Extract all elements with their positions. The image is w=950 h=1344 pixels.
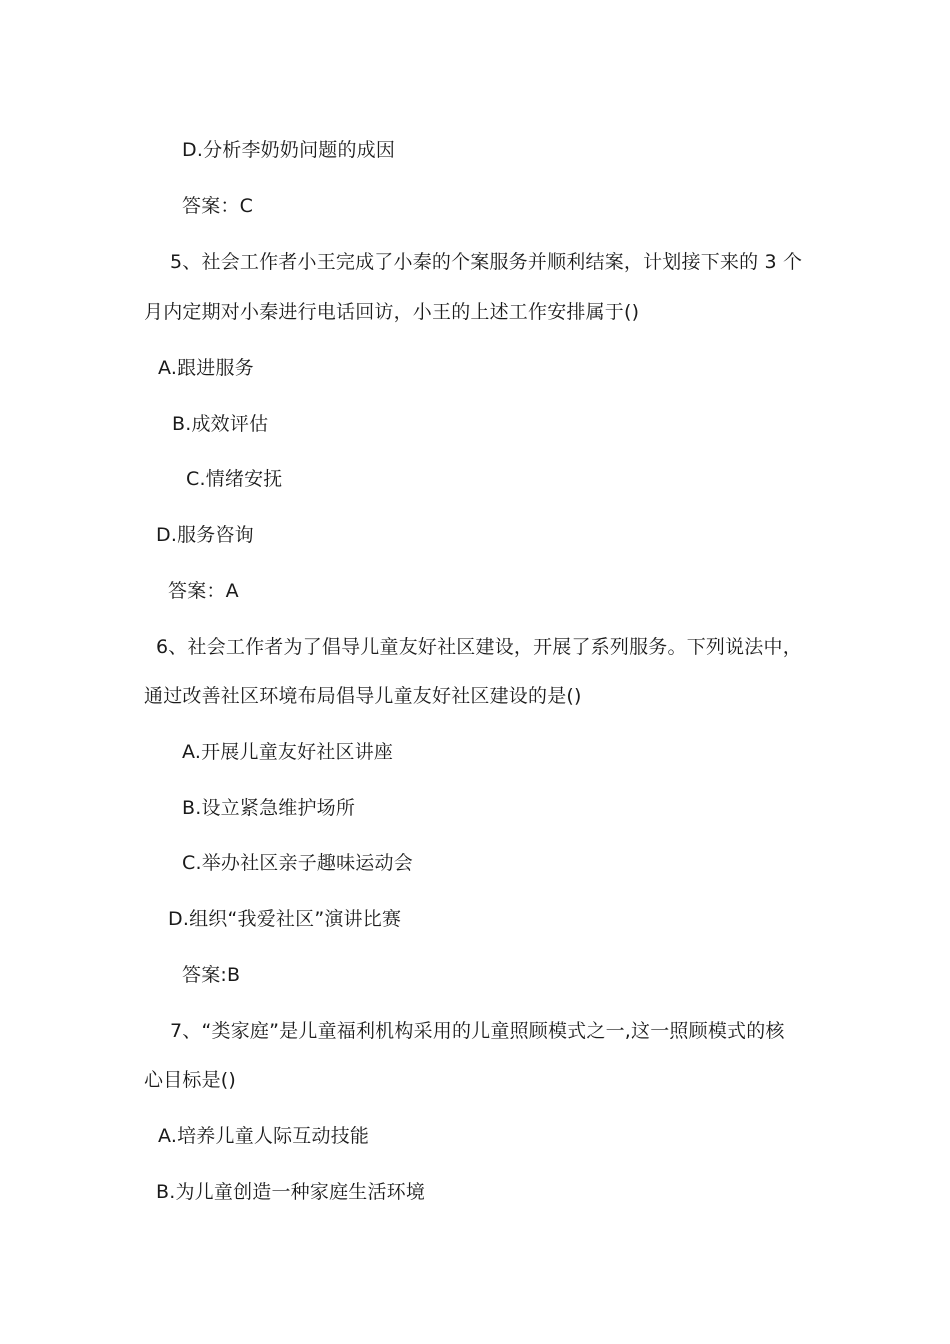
q7-option-b: B.为儿童创造一种家庭生活环境 (156, 1181, 426, 1203)
q6-stem-line2: 通过改善社区环境布局倡导儿童友好社区建设的是() (144, 685, 582, 707)
q4-option-d: D.分析李奶奶问题的成因 (182, 139, 396, 161)
q6-stem-line1: 6、社会工作者为了倡导儿童友好社区建设，开展了系列服务。下列说法中， (156, 636, 802, 658)
q5-option-a: A.跟进服务 (158, 357, 254, 379)
q6-option-c: C.举办社区亲子趣味运动会 (182, 852, 413, 874)
q4-answer: 答案：C (182, 195, 254, 217)
q5-option-b: B.成效评估 (172, 413, 269, 435)
q5-answer: 答案：A (168, 580, 239, 602)
q6-option-a: A.开展儿童友好社区讲座 (182, 741, 394, 763)
q7-option-a: A.培养儿童人际互动技能 (158, 1125, 370, 1147)
q6-option-d: D.组织“我爱社区”演讲比赛 (168, 908, 402, 930)
q6-option-b: B.设立紧急维护场所 (182, 797, 356, 819)
q7-stem-line1: 7、“类家庭”是儿童福利机构采用的儿童照顾模式之一,这一照顾模式的核 (170, 1020, 785, 1042)
q5-stem-line1: 5、社会工作者小王完成了小秦的个案服务并顺利结案，计划接下来的 3 个 (170, 251, 803, 273)
q6-answer: 答案:B (182, 964, 241, 986)
q5-option-d: D.服务咨询 (156, 524, 254, 546)
q5-option-c: C.情绪安抚 (186, 468, 283, 490)
q7-stem-line2: 心目标是() (144, 1069, 237, 1091)
q5-stem-line2: 月内定期对小秦进行电话回访，小王的上述工作安排属于() (144, 301, 640, 323)
